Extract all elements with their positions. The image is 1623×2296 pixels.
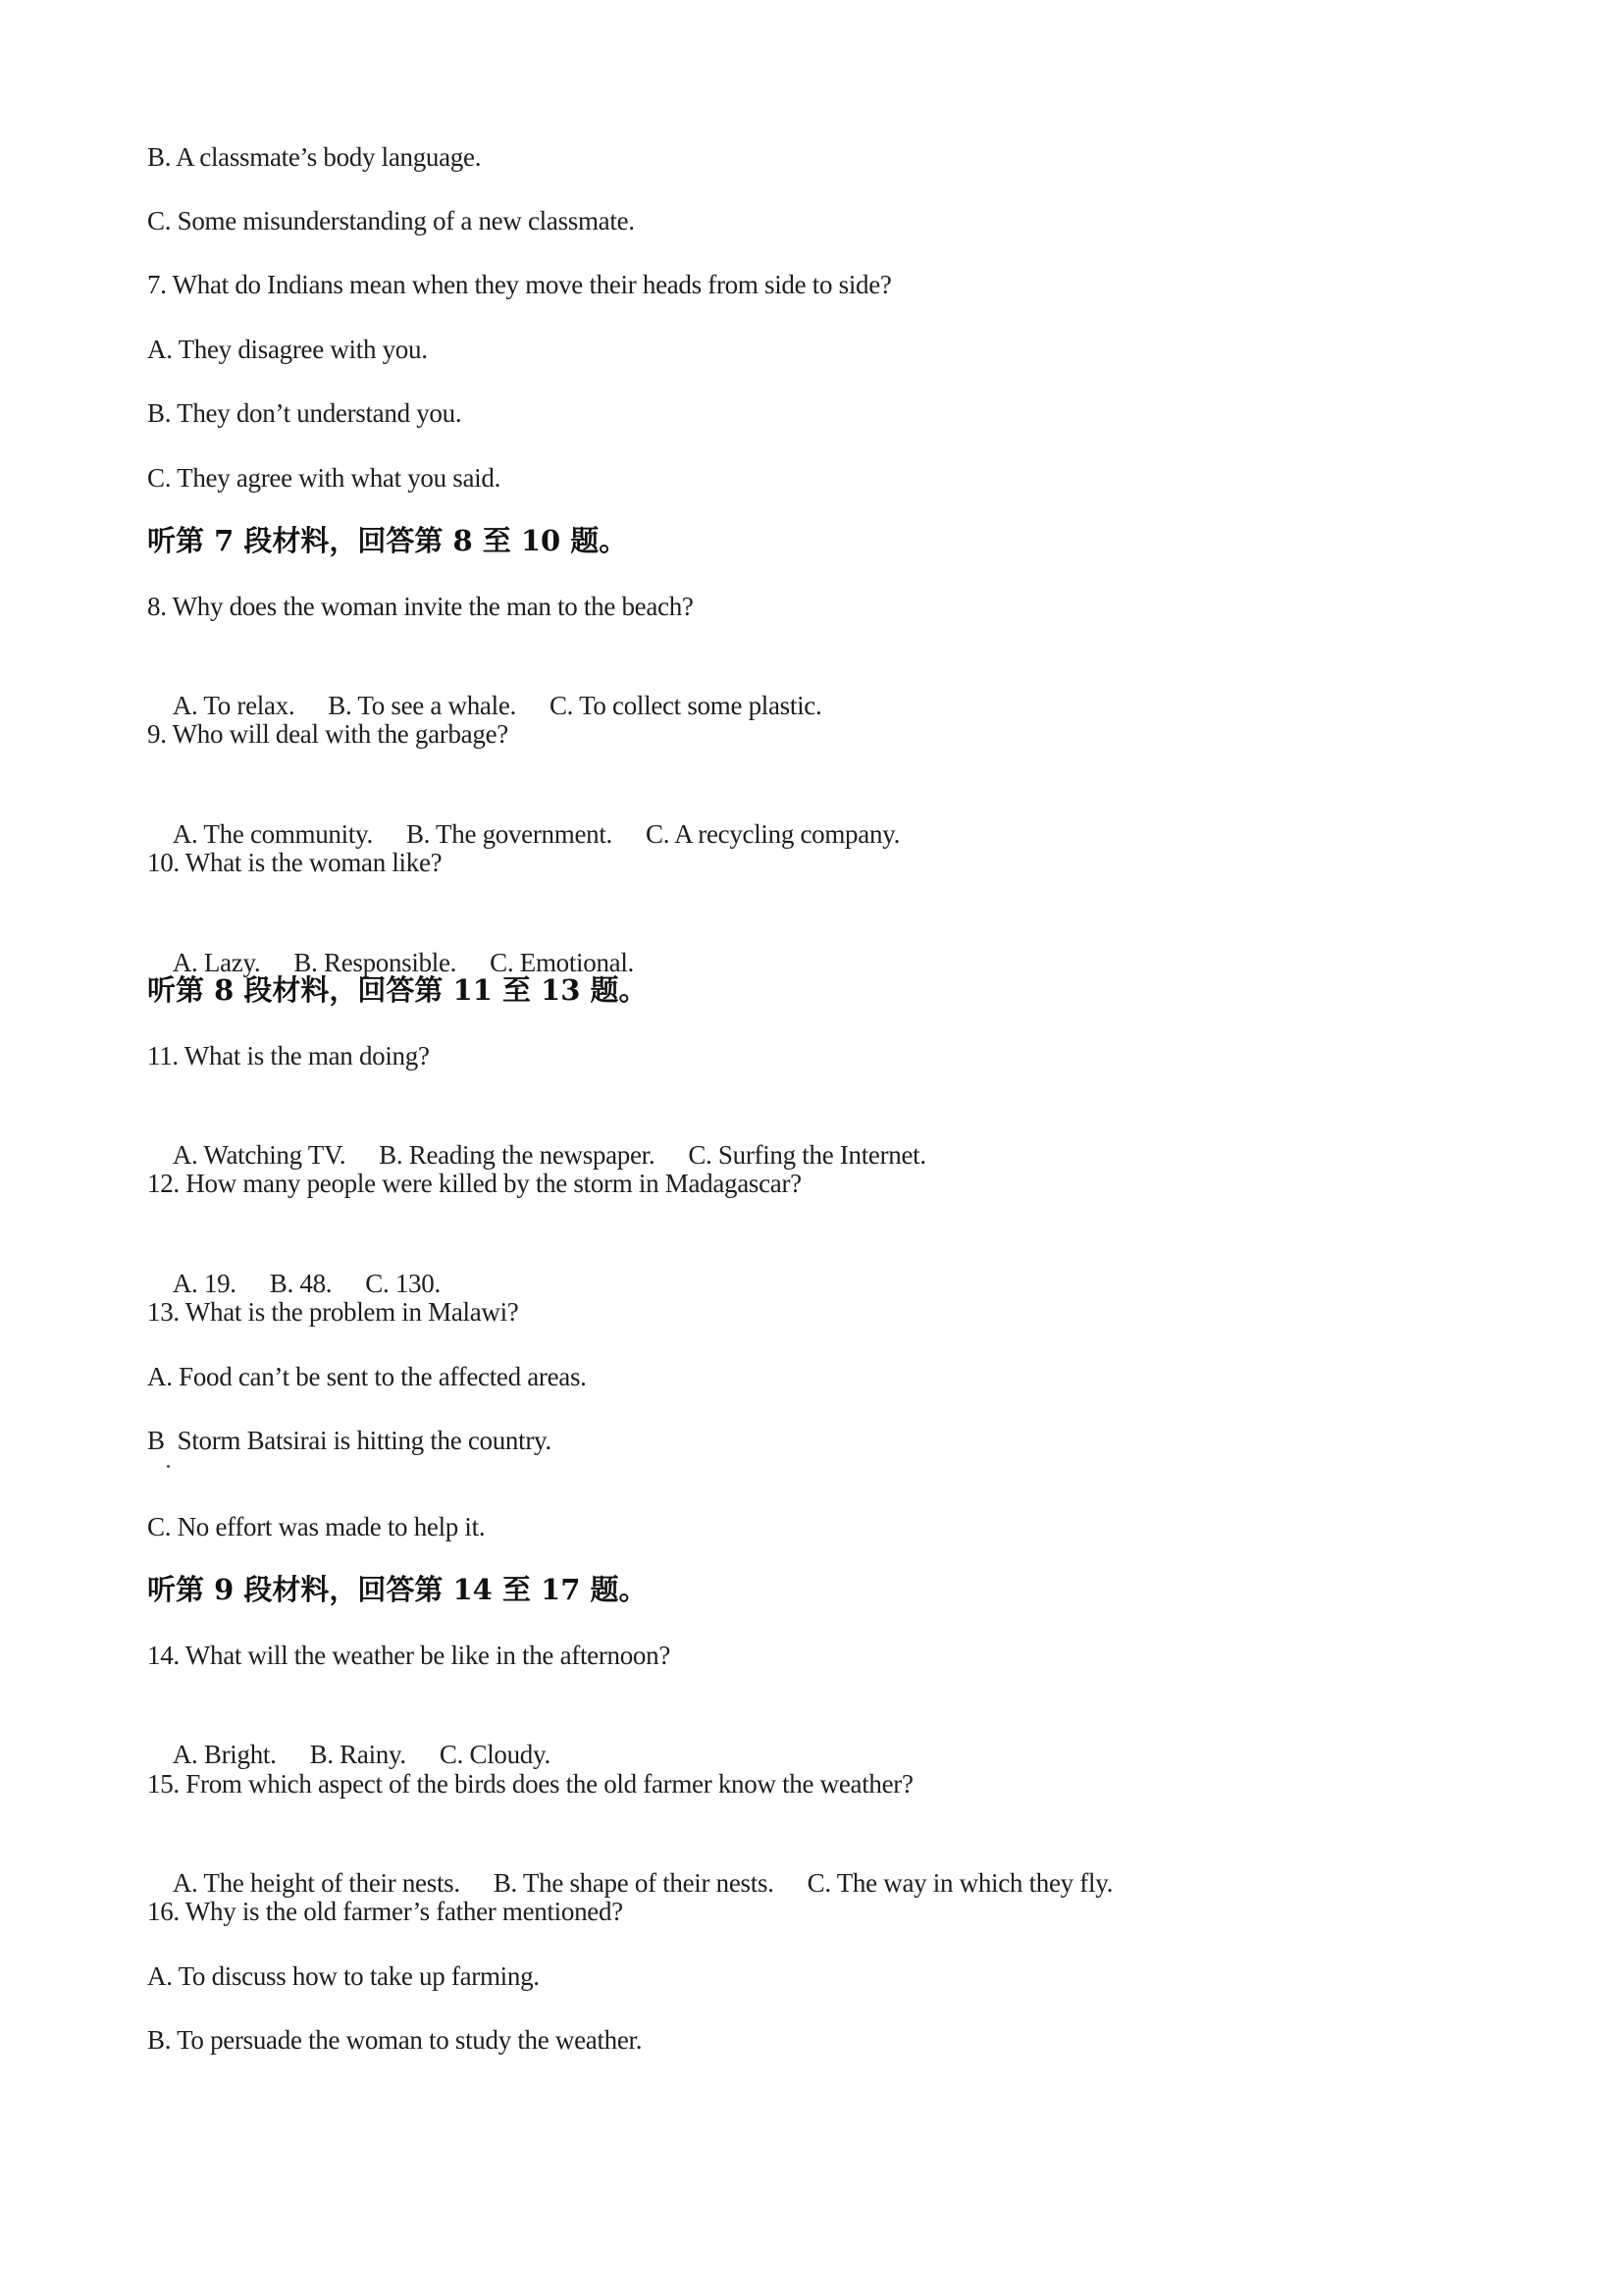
question-15: 15. From which aspect of the birds does the old farmer know the weather? bbox=[147, 1769, 914, 1799]
option-c: C. A recycling company. bbox=[646, 819, 901, 849]
option-line: B. They don’t understand you. bbox=[147, 398, 462, 428]
option-c: C. Surfing the Internet. bbox=[688, 1140, 926, 1170]
question-9: 9. Who will deal with the garbage? bbox=[147, 719, 508, 749]
option-b: B. 48. bbox=[269, 1269, 333, 1298]
option-c: C. Emotional. bbox=[490, 948, 634, 977]
option-b: B. Rainy. bbox=[309, 1740, 406, 1769]
question-12: 12. How many people were killed by the storm in Madagascar? bbox=[147, 1169, 802, 1198]
option-line: B. To persuade the woman to study the weather. bbox=[147, 2025, 643, 2055]
option-line: A. Food can’t be sent to the affected areas. bbox=[147, 1362, 587, 1391]
option-line: A. They disagree with you. bbox=[147, 335, 428, 364]
question-8: 8. Why does the woman invite the man to the beach? bbox=[147, 592, 694, 621]
option-c: C. 130. bbox=[365, 1269, 441, 1298]
option-a: A. The community. bbox=[172, 819, 373, 849]
option-b: B. Responsible. bbox=[293, 948, 457, 977]
option-c: C. The way in which they fly. bbox=[807, 1868, 1114, 1898]
question-14: 14. What will the weather be like in the afternoon? bbox=[147, 1641, 671, 1670]
option-b: B. The shape of their nests. bbox=[493, 1868, 774, 1898]
question-16: 16. Why is the old farmer’s father mentioned? bbox=[147, 1897, 623, 1926]
option-line: B Storm Batsirai is hitting the country. bbox=[147, 1426, 551, 1455]
question-13: 13. What is the problem in Malawi? bbox=[147, 1297, 519, 1327]
option-line: B. A classmate’s body language. bbox=[147, 142, 482, 172]
option-line: C. Some misunderstanding of a new classmate. bbox=[147, 206, 635, 235]
option-b: B. Reading the newspaper. bbox=[379, 1140, 655, 1170]
option-line: C. No effort was made to help it. bbox=[147, 1512, 486, 1541]
option-a: A. The height of their nests. bbox=[172, 1868, 460, 1898]
option-a: A. To relax. bbox=[172, 691, 295, 720]
stray-mark bbox=[167, 1465, 170, 1468]
option-a: A. Watching TV. bbox=[172, 1140, 346, 1170]
section-heading: 听第 9 段材料，回答第 14 至 17 题。 bbox=[147, 1573, 648, 1606]
question-10: 10. What is the woman like? bbox=[147, 848, 443, 877]
question-11: 11. What is the man doing? bbox=[147, 1041, 430, 1070]
section-heading: 听第 7 段材料，回答第 8 至 10 题。 bbox=[147, 524, 628, 557]
option-line: C. They agree with what you said. bbox=[147, 463, 501, 493]
option-line: A. To discuss how to take up farming. bbox=[147, 1961, 540, 1991]
option-a: A. 19. bbox=[172, 1269, 236, 1298]
option-c: C. Cloudy. bbox=[439, 1740, 550, 1769]
section-heading: 听第 8 段材料，回答第 11 至 13 题。 bbox=[147, 973, 648, 1007]
option-b: B. To see a whale. bbox=[328, 691, 516, 720]
option-a: A. Bright. bbox=[172, 1740, 277, 1769]
option-b: B. The government. bbox=[405, 819, 612, 849]
question-7: 7. What do Indians mean when they move their heads from side to side? bbox=[147, 270, 892, 299]
option-a: A. Lazy. bbox=[172, 948, 261, 977]
option-c: C. To collect some plastic. bbox=[549, 691, 822, 720]
